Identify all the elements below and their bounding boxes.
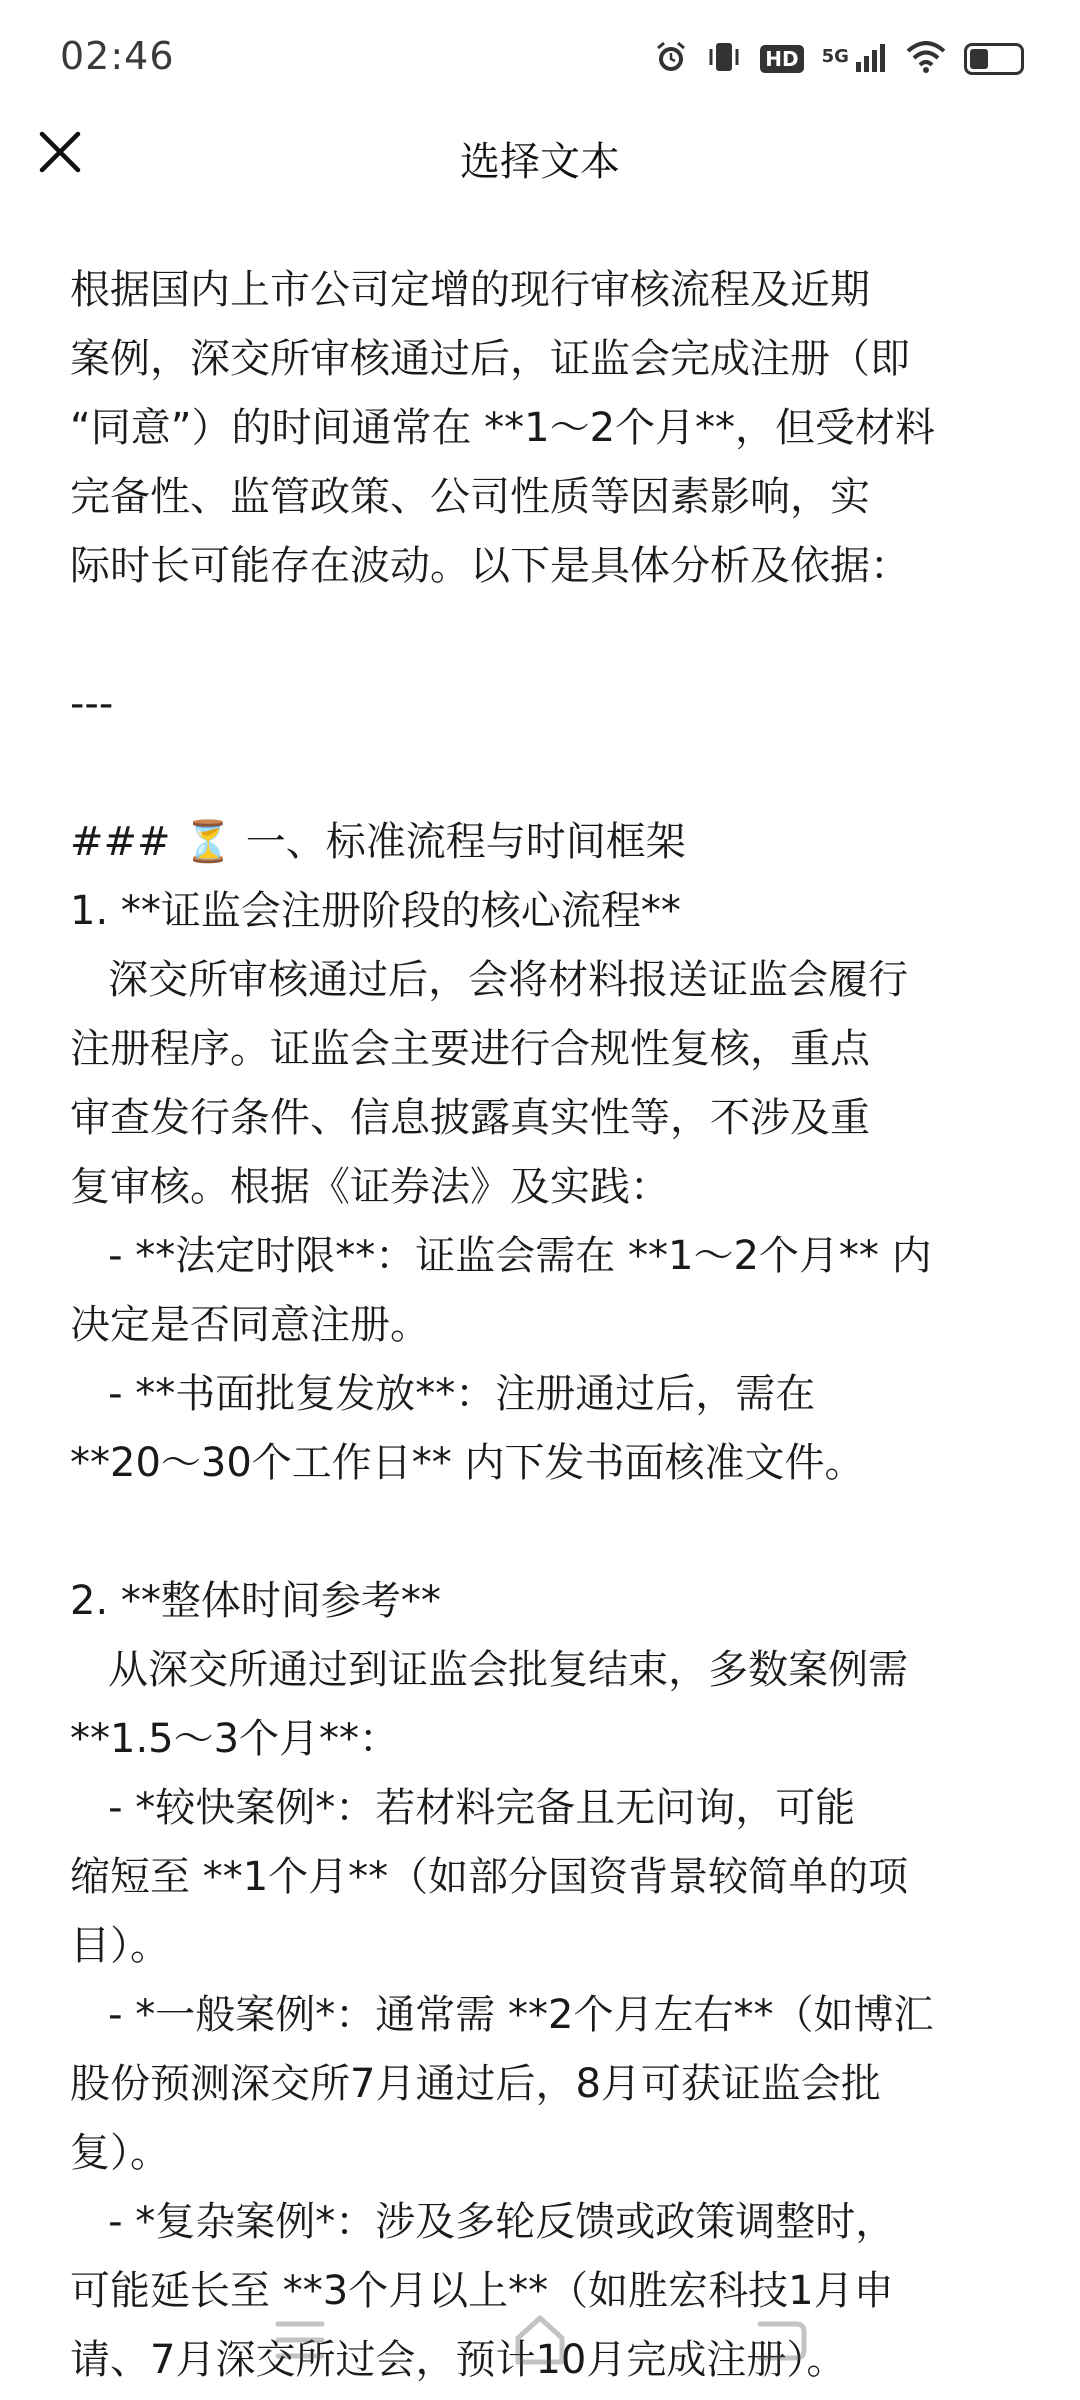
text-line[interactable]: 案例，深交所审核通过后，证监会完成注册（即 — [70, 336, 910, 382]
wifi-icon — [906, 41, 946, 77]
text-line[interactable]: - *一般案例*：通常需 **2个月左右**（如博汇 — [70, 1992, 934, 2038]
text-line[interactable]: ### ⏳ 一、标准流程与时间框架 — [70, 819, 686, 865]
text-line[interactable]: 复审核。根据《证券法》及实践： — [70, 1164, 670, 1210]
text-line[interactable]: “同意”）的时间通常在 **1～2个月**，但受材料 — [70, 405, 936, 451]
status-icons — [654, 38, 1024, 80]
text-line[interactable]: 股份预测深交所7月通过后，8月可获证监会批 — [70, 2061, 881, 2107]
text-line[interactable]: 请、7月深交所过会，预计10月完成注册）。 — [70, 2337, 847, 2383]
text-line[interactable]: 审查发行条件、信息披露真实性等，不涉及重 — [70, 1095, 870, 1141]
battery-icon — [964, 43, 1024, 75]
text-line[interactable]: 复）。 — [70, 2130, 170, 2176]
text-line[interactable]: **1.5～3个月**： — [70, 1716, 400, 1762]
text-line[interactable]: 从深交所通过到证监会批复结束，多数案例需 — [70, 1647, 909, 1693]
network-label: 5G — [821, 45, 849, 67]
back-icon[interactable] — [750, 2310, 810, 2370]
text-line[interactable]: 决定是否同意注册。 — [70, 1302, 430, 1348]
text-line[interactable]: **20～30个工作日** 内下发书面核准文件。 — [70, 1440, 865, 1486]
text-line[interactable]: --- — [70, 681, 114, 727]
hd-badge: HD — [760, 45, 803, 73]
status-time: 02:46 — [60, 34, 175, 78]
text-line[interactable]: 1. **证监会注册阶段的核心流程** — [70, 888, 681, 934]
selectable-text-body[interactable] — [70, 256, 1015, 2395]
5g-signal-icon — [822, 42, 888, 77]
text-line[interactable]: 完备性、监管政策、公司性质等因素影响，实 — [70, 474, 870, 520]
text-line[interactable]: 2. **整体时间参考** — [70, 1578, 441, 1624]
text-line[interactable]: 可能延长至 **3个月以上**（如胜宏科技1月申 — [70, 2268, 894, 2314]
blank-line — [70, 601, 1015, 670]
blank-line — [70, 1498, 1015, 1567]
header-bar — [0, 118, 1080, 198]
text-line[interactable]: - *复杂案例*：涉及多轮反馈或政策调整时， — [70, 2199, 896, 2245]
system-nav-bar — [0, 2300, 1080, 2400]
text-line[interactable]: - *较快案例*：若材料完备且无问询，可能 — [70, 1785, 856, 1831]
status-bar — [0, 0, 1080, 118]
text-line[interactable]: - **书面批复发放**：注册通过后，需在 — [70, 1371, 816, 1417]
text-line[interactable]: 深交所审核通过后，会将材料报送证监会履行 — [70, 957, 909, 1003]
alarm-icon — [654, 40, 688, 78]
blank-line — [70, 739, 1015, 808]
page-title: 选择文本 — [460, 139, 620, 185]
text-line[interactable]: 际时长可能存在波动。以下是具体分析及依据： — [70, 543, 910, 589]
text-line[interactable]: 注册程序。证监会主要进行合规性复核，重点 — [70, 1026, 870, 1072]
text-line[interactable]: 根据国内上市公司定增的现行审核流程及近期 — [70, 267, 870, 313]
text-line[interactable]: 目）。 — [70, 1923, 170, 1969]
text-line[interactable]: - **法定时限**：证监会需在 **1～2个月** 内 — [70, 1233, 932, 1279]
menu-icon[interactable] — [270, 2310, 330, 2370]
text-line[interactable]: 缩短至 **1个月**（如部分国资背景较简单的项 — [70, 1854, 909, 1900]
home-icon[interactable] — [510, 2310, 570, 2370]
vibrate-icon — [706, 40, 742, 78]
